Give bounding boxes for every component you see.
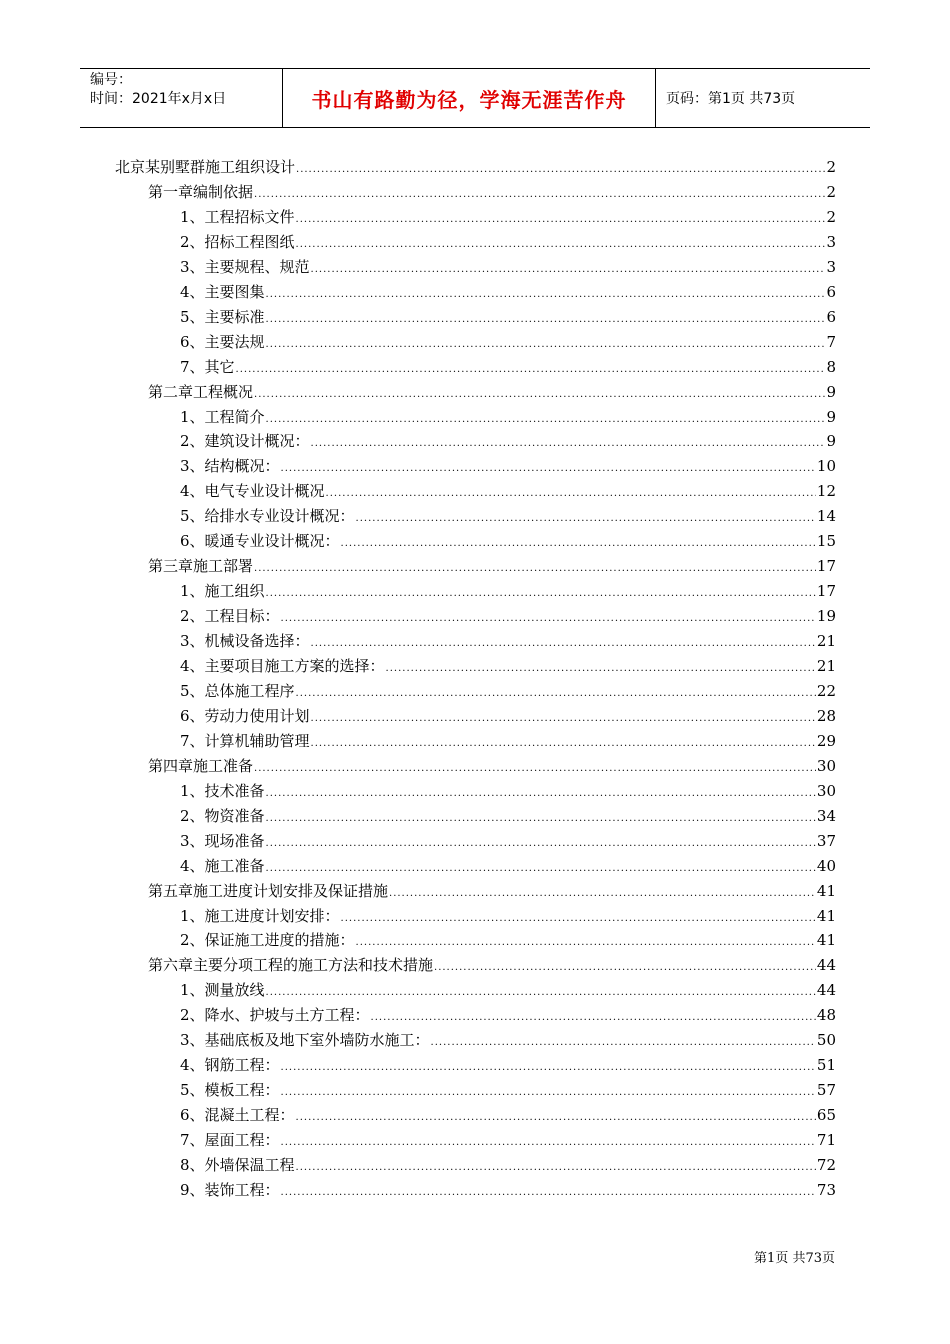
toc-entry-label: 4、主要图集 [180,282,265,301]
toc-dot-leader [296,682,816,706]
toc-dot-leader [266,333,826,357]
toc-entry-label: 2、物资准备 [180,806,265,825]
toc-entry-label: 6、暖通专业设计概况： [180,532,340,551]
toc-dot-leader [266,832,816,856]
toc-entry-label: 5、主要标准 [180,307,265,326]
toc-section-entry[interactable] [180,1128,836,1152]
toc-dot-leader [281,457,816,481]
toc-section-entry[interactable] [180,529,836,553]
header-meta [80,69,282,127]
toc-entry-page-number: 8 [826,357,836,376]
toc-dot-leader [296,158,825,182]
toc-entry-page-number: 65 [816,1106,836,1125]
toc-entry-page-number: 6 [826,307,836,326]
page-footer: 第1页 共73页 [754,1251,835,1266]
header-motto: 书山有路勤为径，学海无涯苦作舟 [282,69,656,127]
toc-entry-label: 6、主要法规 [180,332,265,351]
toc-chapter-entry[interactable] [148,180,836,204]
toc-dot-leader [236,358,826,382]
toc-entry-label: 4、施工准备 [180,856,265,875]
toc-dot-leader [266,582,816,606]
toc-dot-leader [281,1181,816,1205]
toc-entry-label: 6、劳动力使用计划 [180,706,310,725]
toc-entry-page-number: 6 [826,282,836,301]
toc-section-entry[interactable] [180,779,836,803]
toc-entry-page-number: 3 [826,232,836,251]
toc-entry-page-number: 28 [816,706,836,725]
toc-dot-leader [296,1156,816,1180]
toc-dot-leader [266,857,816,881]
toc-entry-label: 2、保证施工进度的措施： [180,931,355,950]
toc-dot-leader [356,507,816,531]
toc-entry-page-number: 9 [826,382,836,401]
toc-section-entry[interactable] [180,604,836,628]
toc-entry-label: 3、结构概况： [180,457,280,476]
toc-entry-label: 1、工程简介 [180,407,265,426]
toc-entry-page-number: 40 [816,856,836,875]
toc-chapter-entry[interactable] [148,754,836,778]
toc-section-entry[interactable] [180,704,836,728]
toc-section-entry[interactable] [180,305,836,329]
toc-entry-label: 3、机械设备选择： [180,632,310,651]
toc-dot-leader [431,1031,816,1055]
toc-dot-leader [296,208,826,232]
toc-entry-page-number: 21 [816,657,836,675]
toc-entry-label: 1、测量放线 [180,981,265,1000]
toc-entry-label: 7、计算机辅助管理 [180,731,310,750]
toc-chapter-entry[interactable] [148,554,836,578]
toc-dot-leader [341,532,816,556]
toc-entry-page-number: 41 [816,906,836,925]
toc-entry-page-number: 19 [816,607,836,626]
toc-entry-page-number: 7 [826,332,836,351]
toc-entry-page-number: 10 [816,457,836,476]
toc-section-entry[interactable] [180,255,836,279]
toc-entry-label: 6、混凝土工程： [180,1106,295,1125]
toc-dot-leader [254,383,825,407]
toc-entry-page-number: 44 [816,981,836,1000]
toc-entry-page-number: 50 [816,1031,836,1050]
toc-entry-label: 第一章编制依据 [148,182,254,201]
toc-entry-page-number: 17 [816,582,836,601]
toc-section-entry[interactable] [180,629,836,653]
toc-entry-label: 第五章施工进度计划安排及保证措施 [148,881,389,900]
toc-entry-page-number: 17 [816,557,836,576]
toc-entry-label: 5、给排水专业设计概况： [180,507,355,526]
toc-section-entry[interactable] [180,355,836,379]
toc-dot-leader [311,258,826,282]
toc-dot-leader [311,732,816,756]
toc-section-entry[interactable] [180,679,836,703]
toc-section-entry[interactable] [180,205,836,229]
toc-entry-page-number: 71 [816,1131,836,1150]
toc-entry-page-number: 48 [816,1006,836,1025]
toc-entry-page-number: 44 [816,956,836,975]
toc-entry-page-number: 30 [816,756,836,775]
toc-section-entry[interactable] [180,854,836,878]
toc-section-entry[interactable] [180,978,836,1002]
toc-dot-leader [266,782,816,806]
toc-dot-leader [296,233,826,257]
toc-entry-label: 5、模板工程： [180,1081,280,1100]
toc-section-entry[interactable] [180,230,836,254]
toc-entry-page-number: 21 [816,632,836,651]
toc-dot-leader [266,408,826,432]
toc-section-entry[interactable] [180,829,836,853]
toc-entry-label: 7、屋面工程： [180,1131,280,1150]
toc-section-entry[interactable] [180,405,836,429]
toc-entry-label: 4、电气专业设计概况 [180,482,325,501]
toc-chapter-entry[interactable] [148,953,836,977]
toc-entry-label: 2、降水、护坡与土方工程： [180,1006,370,1025]
toc-section-entry[interactable] [180,579,836,603]
toc-section-entry[interactable] [180,330,836,354]
toc-entry-label: 2、招标工程图纸 [180,232,295,251]
toc-entry-label: 5、总体施工程序 [180,681,295,700]
toc-section-entry[interactable] [180,1078,836,1102]
toc-section-entry[interactable] [180,1053,836,1077]
toc-section-entry[interactable] [180,804,836,828]
toc-dot-leader [296,1106,816,1130]
toc-dot-leader [434,956,816,980]
toc-entry-label: 1、施工进度计划安排： [180,906,340,925]
toc-entry-label: 3、主要规程、规范 [180,257,310,276]
toc-dot-leader [281,1056,816,1080]
toc-entry-page-number: 34 [816,806,836,825]
toc-entry-label: 3、现场准备 [180,831,265,850]
toc-entry-label: 4、主要项目施工方案的选择： [180,657,385,675]
toc-entry-page-number: 41 [816,931,836,950]
toc-entry-label: 2、工程目标： [180,607,280,626]
toc-entry-page-number: 12 [816,482,836,501]
toc-dot-leader [311,707,816,731]
toc-dot-leader [326,482,816,506]
toc-dot-leader [266,283,826,307]
toc-dot-leader [254,183,825,207]
toc-entry-label: 北京某别墅群施工组织设计 [115,158,296,176]
toc-section-entry[interactable] [180,654,836,678]
toc-chapter-entry[interactable] [148,879,836,903]
toc-chapter-entry[interactable] [148,380,836,404]
toc-dot-leader [311,432,826,456]
toc-entry-page-number: 37 [816,831,836,850]
toc-entry-page-number: 29 [816,731,836,750]
toc-entry-page-number: 14 [816,507,836,526]
toc-entry-page-number: 15 [816,532,836,551]
toc-section-entry[interactable] [180,280,836,304]
toc-dot-leader [371,1006,816,1030]
toc-section-entry[interactable] [180,1103,836,1127]
toc-section-entry[interactable] [180,1003,836,1027]
toc-section-entry[interactable] [180,479,836,503]
toc-entry-page-number: 57 [816,1081,836,1100]
toc-entry-page-number: 9 [826,432,836,451]
toc-entry-label: 8、外墙保温工程 [180,1156,295,1174]
toc-dot-leader [341,907,816,931]
toc-entry-page-number: 72 [816,1156,836,1174]
toc-section-entry[interactable] [180,429,836,453]
toc-entry-page-number: 9 [826,407,836,426]
toc-section-entry[interactable] [180,928,836,952]
toc-dot-leader [266,308,826,332]
toc-title-entry[interactable] [115,155,836,179]
toc-entry-page-number: 41 [816,881,836,900]
toc-entry-label: 第六章主要分项工程的施工方法和技术措施 [148,956,434,975]
toc-dot-leader [281,1081,816,1105]
toc-entry-label: 第三章施工部署 [148,557,254,576]
toc-entry-page-number: 73 [816,1180,836,1199]
toc-entry-page-number: 30 [816,781,836,800]
toc-entry-label: 第四章施工准备 [148,756,254,775]
toc-section-entry[interactable] [180,454,836,478]
toc-dot-leader [266,981,816,1005]
toc-dot-leader [389,882,816,906]
toc-entry-label: 3、基础底板及地下室外墙防水施工： [180,1031,430,1050]
toc-dot-leader [266,807,816,831]
toc-entry-page-number: 22 [816,681,836,700]
toc-dot-leader [254,557,816,581]
toc-entry-label: 1、技术准备 [180,781,265,800]
page-header [80,68,870,128]
toc-entry-label: 4、钢筋工程： [180,1056,280,1075]
toc-section-entry[interactable] [180,1028,836,1052]
toc-entry-label: 9、装饰工程： [180,1180,280,1199]
toc-dot-leader [281,1131,816,1155]
toc-entry-page-number: 51 [816,1056,836,1075]
toc-entry-page-number: 2 [826,182,836,201]
toc-section-entry[interactable] [180,504,836,528]
toc-entry-label: 7、其它 [180,357,235,376]
toc-section-entry[interactable] [180,1153,836,1177]
document-number-label: 编号： [90,72,132,88]
toc-entry-page-number: 2 [826,158,836,176]
toc-entry-label: 1、工程招标文件 [180,207,295,226]
toc-dot-leader [386,657,816,681]
toc-dot-leader [254,757,816,781]
toc-entry-label: 1、施工组织 [180,582,265,601]
toc-section-entry[interactable] [180,1178,836,1202]
toc-dot-leader [281,607,816,631]
toc-entry-label: 第二章工程概况 [148,382,254,401]
toc-section-entry[interactable] [180,729,836,753]
toc-entry-label: 2、建筑设计概况： [180,432,310,451]
toc-dot-leader [311,632,816,656]
toc-section-entry[interactable] [180,904,836,928]
document-date: 时间：2021年x月x日 [90,91,227,107]
toc-entry-page-number: 3 [826,257,836,276]
header-page-info: 页码：第1页 共73页 [666,91,796,107]
toc-entry-page-number: 2 [826,207,836,226]
toc-dot-leader [356,931,816,955]
